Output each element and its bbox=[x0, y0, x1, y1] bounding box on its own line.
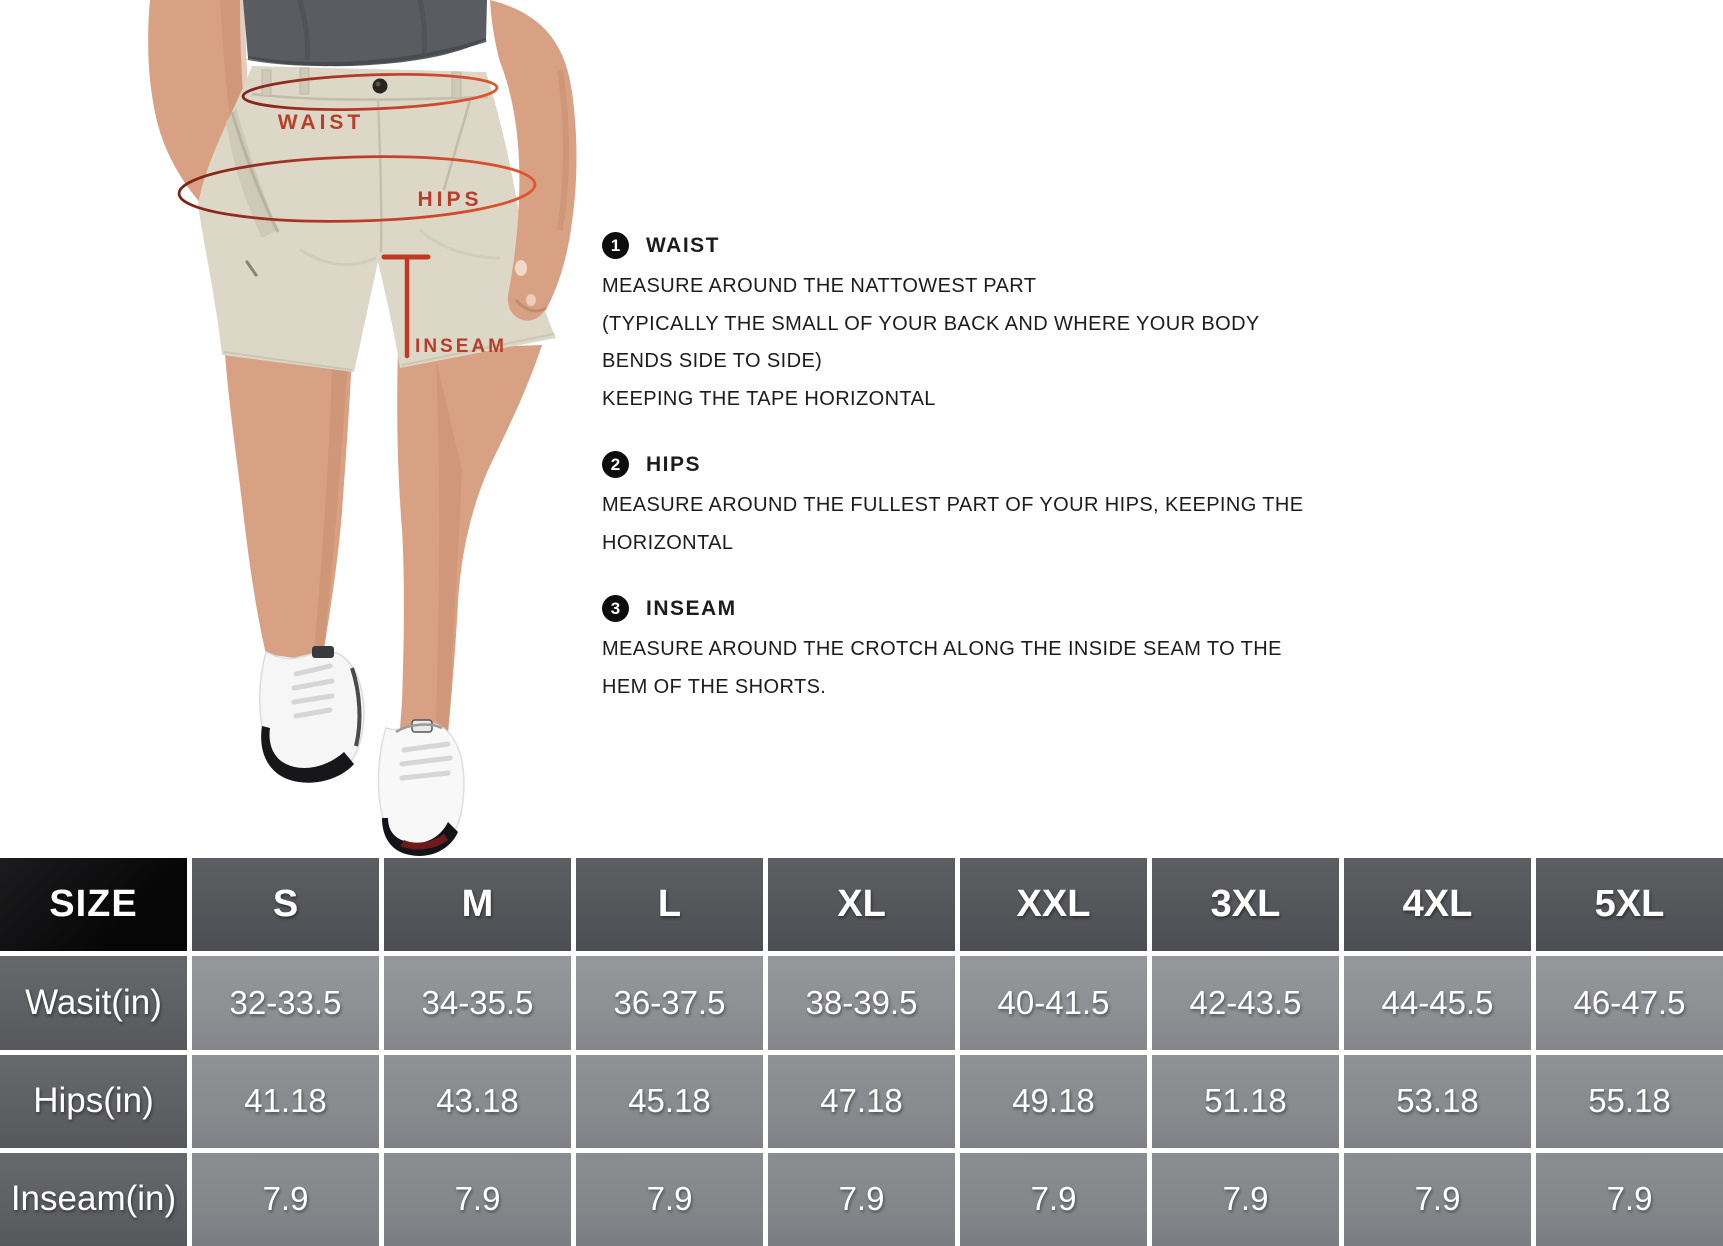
table-cell: 49.18 bbox=[960, 1055, 1147, 1148]
table-header-xl: XL bbox=[768, 858, 955, 951]
table-header-l: L bbox=[576, 858, 763, 951]
model-photo bbox=[0, 0, 620, 858]
table-cell: 36-37.5 bbox=[576, 956, 763, 1049]
right-shoe bbox=[379, 720, 464, 856]
table-cell: 7.9 bbox=[192, 1153, 379, 1246]
table-cell: 34-35.5 bbox=[384, 956, 571, 1049]
table-cell: 42-43.5 bbox=[1152, 956, 1339, 1049]
table-cell: 7.9 bbox=[960, 1153, 1147, 1246]
instruction-title: WAIST bbox=[646, 233, 720, 257]
left-shoe bbox=[260, 646, 364, 783]
model-shirt bbox=[243, 0, 487, 66]
size-chart-table bbox=[0, 858, 1723, 1246]
table-row-label-hips: Hips(in) bbox=[0, 1055, 187, 1148]
instruction-line: HEM OF THE SHORTS. bbox=[602, 675, 827, 698]
table-header-3xl: 3XL bbox=[1152, 858, 1339, 951]
table-cell: 44-45.5 bbox=[1344, 956, 1531, 1049]
instruction-heading bbox=[602, 595, 1392, 622]
model-photo-figure bbox=[0, 0, 620, 858]
instruction-heading bbox=[602, 451, 1392, 478]
table-cell: 40-41.5 bbox=[960, 956, 1147, 1049]
model-left-leg bbox=[224, 340, 352, 662]
table-header-s: S bbox=[192, 858, 379, 951]
hips-annotation-label: HIPS bbox=[417, 188, 483, 211]
table-header-m: M bbox=[384, 858, 571, 951]
instruction-section-hips bbox=[602, 451, 1392, 562]
measure-instructions bbox=[602, 232, 1392, 706]
table-header-size: SIZE bbox=[0, 858, 187, 951]
table-cell: 45.18 bbox=[576, 1055, 763, 1148]
table-cell: 47.18 bbox=[768, 1055, 955, 1148]
instruction-title: HIPS bbox=[646, 452, 702, 476]
instruction-line: (TYPICALLY THE SMALL OF YOUR BACK AND WHERE YOUR BODY bbox=[602, 312, 1260, 335]
table-cell: 46-47.5 bbox=[1536, 956, 1723, 1049]
instruction-line: MEASURE AROUND THE FULLEST PART OF YOUR HIPS, KEEPING THE bbox=[602, 494, 1304, 516]
model-right-leg bbox=[397, 345, 542, 734]
instruction-line: HORIZONTAL bbox=[602, 531, 734, 554]
table-cell: 53.18 bbox=[1344, 1055, 1531, 1148]
numbered-bullet-icon: 2 bbox=[602, 451, 629, 478]
table-cell: 51.18 bbox=[1152, 1055, 1339, 1148]
table-header-xxl: XXL bbox=[960, 858, 1147, 951]
table-row-label-waist: Wasit(in) bbox=[0, 956, 187, 1049]
table-cell: 7.9 bbox=[384, 1153, 571, 1246]
numbered-bullet-icon: 1 bbox=[602, 232, 629, 259]
waist-annotation-label: WAIST bbox=[277, 111, 365, 134]
table-header-5xl: 5XL bbox=[1536, 858, 1723, 951]
numbered-bullet-icon: 3 bbox=[602, 595, 629, 622]
instruction-line: BENDS SIDE TO SIDE) bbox=[602, 350, 823, 372]
instruction-title: INSEAM bbox=[646, 596, 737, 620]
instruction-heading bbox=[602, 232, 1392, 259]
table-cell: 43.18 bbox=[384, 1055, 571, 1148]
table-cell: 7.9 bbox=[768, 1153, 955, 1246]
inseam-annotation-label: INSEAM bbox=[415, 336, 507, 357]
table-cell: 7.9 bbox=[1152, 1153, 1339, 1246]
table-cell: 7.9 bbox=[576, 1153, 763, 1246]
instruction-section-waist bbox=[602, 232, 1392, 418]
table-cell: 7.9 bbox=[1536, 1153, 1723, 1246]
table-row-label-inseam: Inseam(in) bbox=[0, 1153, 187, 1246]
instruction-line: MEASURE AROUND THE NATTOWEST PART bbox=[602, 275, 1037, 297]
table-cell: 32-33.5 bbox=[192, 956, 379, 1049]
table-cell: 7.9 bbox=[1344, 1153, 1531, 1246]
instruction-section-inseam bbox=[602, 595, 1392, 706]
table-cell: 41.18 bbox=[192, 1055, 379, 1148]
instruction-line: KEEPING THE TAPE HORIZONTAL bbox=[602, 387, 936, 410]
instruction-line: MEASURE AROUND THE CROTCH ALONG THE INSIDE SEAM TO THE bbox=[602, 638, 1282, 660]
table-header-4xl: 4XL bbox=[1344, 858, 1531, 951]
table-cell: 55.18 bbox=[1536, 1055, 1723, 1148]
table-cell: 38-39.5 bbox=[768, 956, 955, 1049]
